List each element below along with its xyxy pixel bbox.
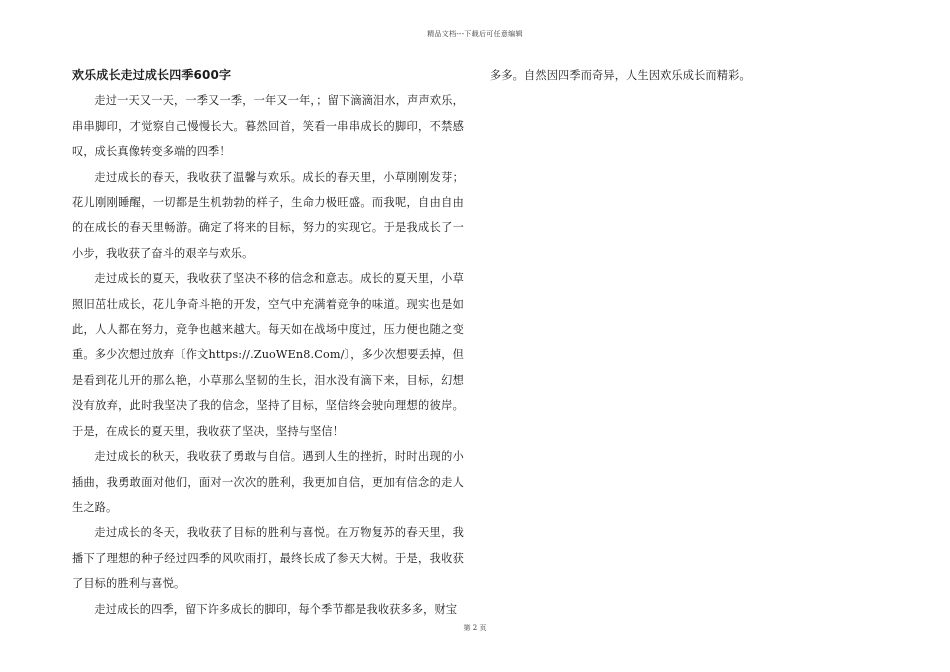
article-paragraph: 走过成长的冬天，我收获了目标的胜利与喜悦。在万物复苏的春天里，我播下了理想的种子经过四季的风吹雨打，最终长成了参天大树。于是，我收获了目标的胜利与喜悦。 xyxy=(72,526,464,591)
left-column xyxy=(72,63,464,622)
article-paragraph: 走过成长的夏天，我收获了坚决不移的信念和意志。成长的夏天里，小草照旧茁壮成长，花儿争奇斗艳的开发，空气中充满着竞争的味道。现实也是如此，人人都在努力，竞争也越来越大。每天如在战场中度过，压力便也随之变重。多少次想过放弃〔作文https://.ZuoWEn8.Com/〕，多少次想要丢掉，但是看到花儿开的那么艳，小草那么坚韧的生长，泪水没有滴下来，目标，幻想没有放弃，此时我坚决了我的信念，坚持了目标，坚信终会驶向理想的彼岸。于是，在成长的夏天里，我收获了坚决，坚持与坚信！ xyxy=(72,272,464,438)
page-header-note: 精品文档---下载后可任意编辑 xyxy=(427,30,523,38)
article-paragraph: 走过一天又一天，一季又一季，一年又一年，；留下滴滴泪水，声声欢乐，串串脚印，才觉察自己慢慢长大。暮然回首，笑看一串串成长的脚印，不禁感叹，成长真像转变多端的四季！ xyxy=(72,94,464,159)
article-paragraph: 走过成长的四季，留下许多成长的脚印，每个季节都是我收获多多，财宝 xyxy=(94,602,458,616)
article-paragraph-continuation: 多多。自然因四季而奇异，人生因欢乐成长而精彩。 xyxy=(490,69,751,82)
article-paragraph: 走过成长的春天，我收获了温馨与欢乐。成长的春天里，小草刚刚发芽；花儿刚刚睡醒，一切都是生机勃勃的样子，生命力极旺盛。而我呢，自由自由的在成长的春天里畅游。确定了将来的目标，努力的实现它。于是我成长了一小步，我收获了奋斗的艰辛与欢乐。 xyxy=(72,170,464,260)
right-column xyxy=(490,63,882,88)
article-title: 欢乐成长走过成长四季600字 xyxy=(72,68,232,82)
article-paragraph: 走过成长的秋天，我收获了勇敢与自信。遇到人生的挫折，时时出现的小插曲，我勇敢面对他们，面对一次次的胜利，我更加自信，更加有信念的走人生之路。 xyxy=(72,450,464,514)
page-number: 第 2 页 xyxy=(463,624,487,632)
